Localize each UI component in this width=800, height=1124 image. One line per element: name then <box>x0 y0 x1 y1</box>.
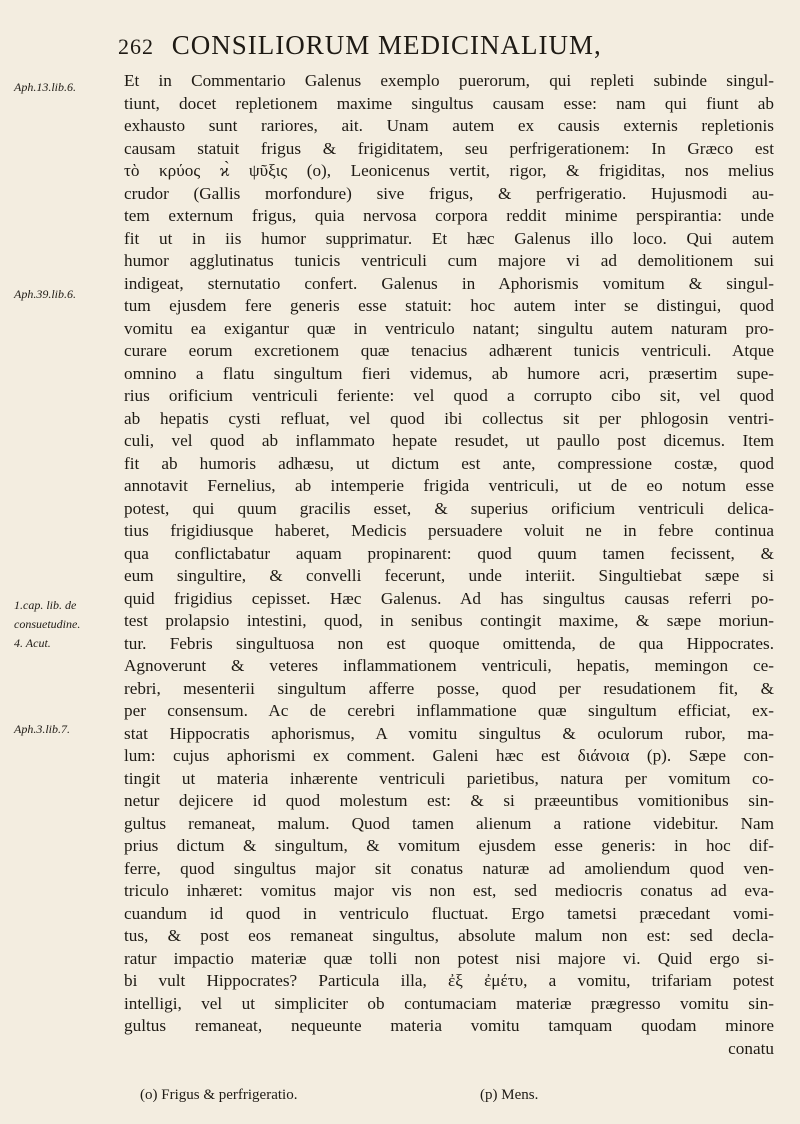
text-line: cuandum id quod in ventriculo fluctuat. Ergo tametsi præcedant vomi- <box>124 903 774 923</box>
text-line: intelligi, vel ut simpliciter ob contumaciam materiæ prægresso vomitu sin- <box>124 993 774 1013</box>
text-line: crudor (Gallis morfondure) sive frigus, & perfrigeratio. Hujusmodi au- <box>124 183 774 203</box>
text-line: qua conflictabatur aquam propinarent: quod quum tamen fecissent, & <box>124 543 774 563</box>
text-line: rius orificium ventriculi feriente: vel quod a corrupto cibo sit, vel quod <box>124 386 774 405</box>
text-line: Et in Commentario Galenus exemplo puerorum, qui repleti subinde singul- <box>124 71 774 90</box>
text-line: conatu <box>728 1038 774 1058</box>
text-line: tingit ut materia inhærente ventriculi parietibus, natura per vomitum co- <box>124 768 774 788</box>
text-line: ratur impactio materiæ quæ tolli non potest nisi majore vi. Quid ergo si- <box>124 948 774 968</box>
text-line: culi, vel quod ab inflammato hepate resudet, ut paullo post dicemus. Item <box>124 431 774 450</box>
text-line: fit ut in iis humor supprimatur. Et hæc Galenus illo loco. Qui autem <box>124 228 774 248</box>
text-line: indigeat, sternutatio confert. Galenus in Aphorismis vomitum & singul- <box>124 273 774 293</box>
text-line: ab hepatis cysti refluat, vel quod ibi collectus sit per phlogosin ventri- <box>124 408 774 428</box>
text-line: bi vult Hippocrates? Particula illa, ἐξ ἐμέτυ, a vomitu, trifariam potest <box>124 971 774 990</box>
margin-note: 1.cap. lib. de <box>14 598 77 612</box>
text-line: annotavit Fernelius, ab intemperie frigida ventriculi, ut de eo notum esse <box>124 476 774 495</box>
body-text <box>124 70 774 1060</box>
text-line: Agnoverunt & veteres inflammationem ventriculi, hepatis, memingon ce- <box>124 656 774 675</box>
text-line: ferre, quod singultus major sit conatus naturæ ad amoliendum quod ven- <box>124 858 774 878</box>
page-number: 262 <box>118 34 154 59</box>
text-line: tur. Febris singultuosa non est quoque omittenda, de qua Hippocrates. <box>124 633 774 653</box>
text-line: gultus remaneat, malum. Quod tamen alienum a ratione videbitur. Nam <box>124 813 774 833</box>
text-line: stat Hippocratis aphorismus, A vomitu singultus & oculorum rubor, ma- <box>124 723 774 743</box>
text-line: netur dejicere id quod molestum est: & si præeuntibus vomitionibus sin- <box>124 791 774 810</box>
text-line: tus, & post eos remaneat singultus, absolute malum non est: sed decla- <box>124 926 774 945</box>
text-line: fit ab humoris adhæsu, ut dictum est ante, compressione costæ, quod <box>124 453 774 473</box>
text-line: tum ejusdem fere generis esse statuit: hoc autem inter se distingui, quod <box>124 296 774 315</box>
text-line: tem externum frigus, quia nervosa corpora reddit minime perspirantia: unde <box>124 206 774 225</box>
text-line: causam statuit frigus & frigiditatem, seu perfrigerationem: In Græco est <box>124 138 774 158</box>
text-line: potest, qui quum gracilis esset, & superius orificium ventriculi delica- <box>124 498 774 518</box>
margin-note: Aph.3.lib.7. <box>14 722 70 736</box>
text-line: test prolapsio intestini, quod, in senibus contingit maxime, & sæpe moriun- <box>124 611 774 630</box>
text-line: quid frigidius cepisset. Hæc Galenus. Ad has singultus causas referri po- <box>124 588 774 608</box>
text-line: lum: cujus aphorismi ex comment. Galeni hæc est διάνοια (p). Sæpe con- <box>124 746 774 765</box>
text-line: rebri, mesenterii singultum afferre posse, quod per resudationem fit, & <box>124 678 774 698</box>
text-line: vomitu ea exigantur quæ in ventriculo natant; singultu autem naturam pro- <box>124 318 774 338</box>
footnote-o: (o) Frigus & perfrigeratio. <box>140 1087 298 1103</box>
text-line: gultus remaneat, nequeunte materia vomitu tamquam quodam minore <box>124 1016 774 1035</box>
margin-note: 4. Acut. <box>14 636 51 650</box>
text-line: tiunt, docet repletionem maxime singultus causam esse: nam qui fiunt ab <box>124 93 774 113</box>
text-line: per consensum. Ac de cerebri inflammatione quæ singultum efficiat, ex- <box>124 701 774 720</box>
margin-note: Aph.39.lib.6. <box>14 287 76 301</box>
page-header <box>118 30 718 61</box>
text-line: curare eorum excretionem quæ tenacius adhærent tunicis ventriculi. Atque <box>124 341 774 360</box>
margin-note: consuetudine. <box>14 617 81 631</box>
text-line: eum singultire, & convelli fecerunt, unde interiit. Singultiebat sæpe si <box>124 566 774 585</box>
footnote-p: (p) Mens. <box>480 1087 539 1103</box>
text-line: triculo inhæret: vomitus major vis non est, sed mediocris conatus ad eva- <box>124 881 774 900</box>
text-line: tius frigidiusque haberet, Medicis persuadere voluit ne in febre continua <box>124 521 774 540</box>
text-line: humor agglutinatus tunicis ventriculi cum majore vi ad demolitionem sui <box>124 251 774 270</box>
text-line: exhausto sunt rariores, ait. Unam autem ex causis externis repletionis <box>124 116 774 135</box>
running-title: CONSILIORUM MEDICINALIUM, <box>171 30 602 60</box>
text-line: prius dictum & singultum, & vomitum ejusdem esse generis: in hoc dif- <box>124 836 774 855</box>
text-line: omnino a flatu singultum fieri videmus, ab humore acri, præsertim supe- <box>124 363 774 383</box>
text-line: τὸ κρύος ϰ̀ ψῦξις (o), Leonicenus vertit, rigor, & frigiditas, nos melius <box>124 161 774 180</box>
margin-note: Aph.13.lib.6. <box>14 80 76 94</box>
